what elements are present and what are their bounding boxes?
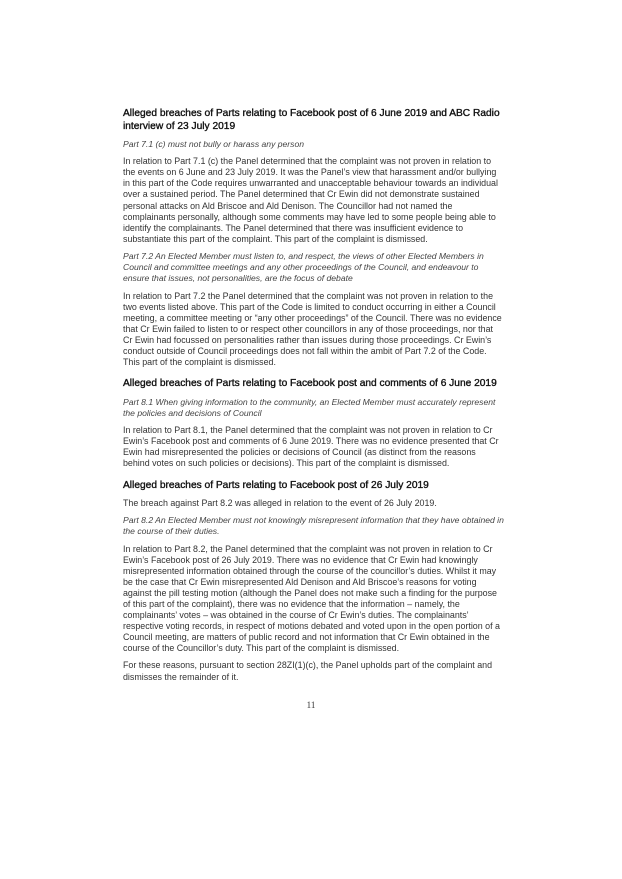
closing-paragraph: For these reasons, pursuant to section 28ZI(1)(c), the Panel upholds part of the complaint and dismisses the remainder of it. [123,660,493,682]
paragraph-intro-8-2: The breach against Part 8.2 was alleged in relation to the event of 26 July 2019. [123,498,437,508]
code-quote-8-2: Part 8.2 An Elected Member must not knowingly misrepresent information that they have obtained in the course of their duties. [123,515,504,537]
section-facebook-26-july [123,480,504,683]
page-number: 11 [306,700,316,710]
section-heading: Alleged breaches of Parts relating to Facebook post and comments of 6 June 2019 [123,378,497,390]
paragraph-7-2: In relation to Part 7.2 the Panel determined that the complaint was not proven in relation to the two events listed above. This part of the Code is limited to conduct occurring in either a Council meeting, a committee meeting or “any other proceedings” of the Council. There was no evidence that Cr Ewin failed to listen to or respect other councillors in any of those proceedings, nor that Cr Ewin had focussed on personalities rather than issues during those proceedings. Cr Ewin’s conduct outside of Council proceedings does not fall within the ambit of Part 7.2 of the Code. This part of the complaint is dismissed. [123,290,502,368]
section-facebook-6-june [123,378,504,469]
section-heading: Alleged breaches of Parts relating to Facebook post of 6 June 2019 and ABC Radio interview of 23 July 2019 [123,108,500,132]
paragraph-8-2: In relation to Part 8.2, the Panel determined that the complaint was not proven in relation to Cr Ewin’s Facebook post of 26 July 2019. There was no evidence that Cr Ewin had knowingly misrepresented information obtained through the course of the councillor’s duties. Whilst it may be the case that Cr Ewin misrepresented Ald Denison and Ald Briscoe’s reasons for voting against the pill testing motion (although the Panel does not make such a finding for the purpose of this part of the complaint), there was no evidence that the information – namely, the complainants’ votes – was obtained in the course of Cr Ewin’s duties. The complainants’ respective voting records, in respect of motions debated and voted upon in the open portion of a Council meeting, are matters of public record and not information that Cr Ewin obtained in the course of the Councillor’s duty. This part of the complaint is dismissed. [123,543,500,654]
section-heading: Alleged breaches of Parts relating to Facebook post of 26 July 2019 [123,479,429,491]
section-facebook-abc-radio [123,108,504,368]
code-quote-7-1: Part 7.1 (c) must not bully or harass any person [123,139,305,149]
paragraph-7-1: In relation to Part 7.1 (c) the Panel determined that the complaint was not proven in relation to the events on 6 June and 23 July 2019. It was the Panel’s view that harassment and/or bullying in this part of the Code requires unwarranted and unacceptable behaviour towards an individual over a sustained period. The Panel determined that Cr Ewin did not demonstrate sustained personal attacks on Ald Briscoe and Ald Denison. The Councillor had not named the complainants personally, although some comments may have led to some people being able to identify the complainants. The Panel determined that there was insufficient evidence to substantiate this part of the complaint. This part of the complaint is dismissed. [123,156,498,244]
code-quote-7-2: Part 7.2 An Elected Member must listen to, and respect, the views of other Elected Members in Council and committee meetings and any other proceedings of the Council, and endeavour to ensure that issues, not personalities, are the focus of debate [123,250,484,284]
code-quote-8-1: Part 8.1 When giving information to the community, an Elected Member must accurately represent the policies and decisions of Council [123,396,496,418]
paragraph-8-1: In relation to Part 8.1, the Panel determined that the complaint was not proven in relation to Cr Ewin’s Facebook post and comments of 6 June 2019. There was no evidence presented that Cr Ewin had misrepresented the policies or decisions of Council (as distinct from the reasons behind votes on such policies or decisions). This part of the complaint is dismissed. [123,425,499,469]
